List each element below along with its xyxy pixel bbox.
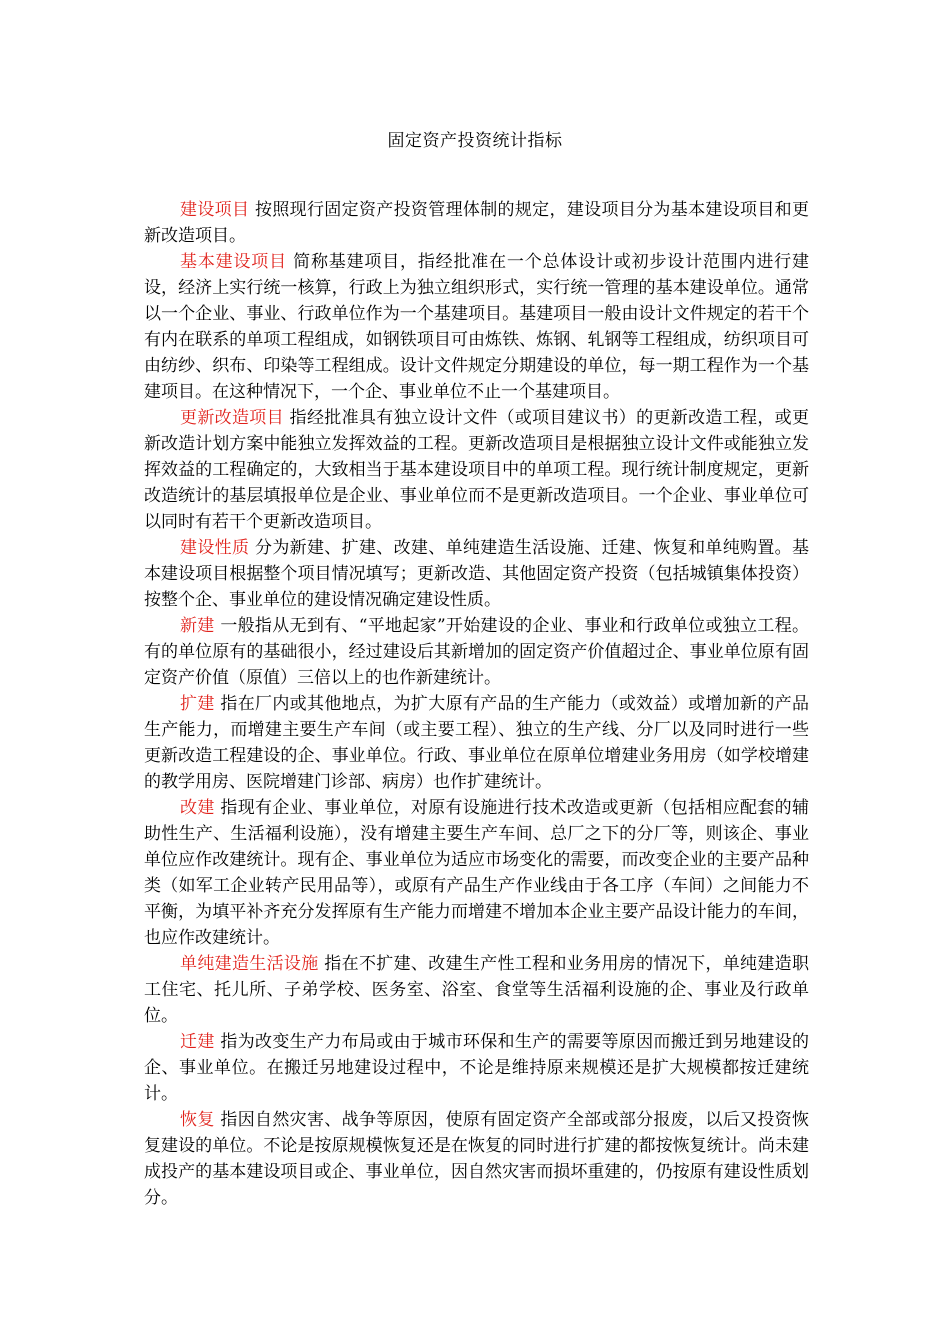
- paragraph-text: 一般指从无到有、“平地起家”开始建设的企业、事业和行政单位或独立工程。有的单位原有的基础很小，经过建设后其新增加的固定资产价值超过企、事业单位原有固定资产价值（原值）三倍以上的也作新建统计。: [144, 616, 809, 688]
- term-label: 迁建: [180, 1032, 215, 1052]
- term-label: 单纯建造生活设施: [180, 954, 319, 974]
- paragraph-text: 指在不扩建、改建生产性工程和业务用房的情况下，单纯建造职工住宅、托儿所、子弟学校、医务室、浴室、食堂等生活福利设施的企、事业及行政单位。: [144, 954, 809, 1026]
- paragraph-text: 简称基建项目，指经批准在一个总体设计或初步设计范围内进行建设，经济上实行统一核算，行政上为独立组织形式，实行统一管理的基本建设单位。通常以一个企业、事业、行政单位作为一个基建项目。基建项目一般由设计文件规定的若干个有内在联系的单项工程组成，如钢铁项目可由炼铁、炼钢、轧钢等工程组成，纺织项目可由纺纱、织布、印染等工程组成。设计文件规定分期建设的单位，每一期工程作为一个基建项目。在这种情况下，一个企、事业单位不止一个基建项目。: [144, 252, 810, 402]
- paragraph-jiben-jianshe-xiangmu: [144, 249, 809, 405]
- term-label: 扩建: [180, 694, 215, 714]
- term-label: 建设性质: [180, 538, 250, 558]
- paragraph-text: 指经批准具有独立设计文件（或项目建议书）的更新改造工程，或更新改造计划方案中能独立发挥效益的工程。更新改造项目是根据独立设计文件或能独立发挥效益的工程确定的，大致相当于基本建设项目中的单项工程。现行统计制度规定，更新改造统计的基层填报单位是企业、事业单位而不是更新改造项目。一个企业、事业单位可以同时有若干个更新改造项目。: [144, 408, 810, 532]
- paragraph-text: 指因自然灾害、战争等原因，使原有固定资产全部或部分报废，以后又投资恢复建设的单位。不论是按原规模恢复还是在恢复的同时进行扩建的都按恢复统计。尚未建成投产的基本建设项目或企、事业单位，因自然灾害而损坏重建的，仍按原有建设性质划分。: [144, 1110, 810, 1208]
- term-label: 基本建设项目: [180, 252, 287, 272]
- term-label: 改建: [180, 798, 215, 818]
- term-label: 更新改造项目: [180, 408, 284, 428]
- paragraph-text: 指现有企业、事业单位，对原有设施进行技术改造或更新（包括相应配套的辅助性生产、生活福利设施），没有增建主要生产车间、总厂之下的分厂等，则该企、事业单位应作改建统计。现有企、事业单位为适应市场变化的需要，而改变企业的主要产品种类（如军工企业转产民用品等），或原有产品生产作业线由于各工序（车间）之间能力不平衡，为填平补齐充分发挥原有生产能力而增建不增加本企业主要产品设计能力的车间，也应作改建统计。: [144, 798, 810, 948]
- page-title: 固定资产投资统计指标: [387, 131, 563, 151]
- document-body: [144, 197, 809, 1211]
- paragraph-text: 按照现行固定资产投资管理体制的规定，建设项目分为基本建设项目和更新改造项目。: [144, 200, 810, 246]
- term-label: 建设项目: [180, 200, 250, 220]
- paragraph-qianjian: [144, 1029, 809, 1107]
- paragraph-gaijian: [144, 795, 809, 951]
- term-label: 新建: [180, 616, 215, 636]
- paragraph-text: 指在厂内或其他地点，为扩大原有产品的生产能力（或效益）或增加新的产品生产能力，而增建主要生产车间（或主要工程）、独立的生产线、分厂以及同时进行一些更新改造工程建设的企、事业单位。行政、事业单位在原单位增建业务用房（如学校增建的教学用房、医院增建门诊部、病房）也作扩建统计。: [144, 694, 810, 792]
- paragraph-text: 分为新建、扩建、改建、单纯建造生活设施、迁建、恢复和单纯购置。基本建设项目根据整个项目情况填写；更新改造、其他固定资产投资（包括城镇集体投资）按整个企、事业单位的建设情况确定建设性质。: [144, 538, 810, 610]
- paragraph-huifu: [144, 1107, 809, 1211]
- paragraph-text: 指为改变生产力布局或由于城市环保和生产的需要等原因而搬迁到另地建设的企、事业单位。在搬迁另地建设过程中，不论是维持原来规模还是扩大规模都按迁建统计。: [144, 1032, 810, 1104]
- paragraph-gengxin-gaizao-xiangmu: [144, 405, 809, 535]
- term-label: 恢复: [180, 1110, 215, 1130]
- paragraph-xinjian: [144, 613, 809, 691]
- paragraph-jianshe-xiangmu: [144, 197, 809, 249]
- paragraph-jianshe-xingzhi: [144, 535, 809, 613]
- paragraph-kuojian: [144, 691, 809, 795]
- paragraph-danchun-jianzao: [144, 951, 809, 1029]
